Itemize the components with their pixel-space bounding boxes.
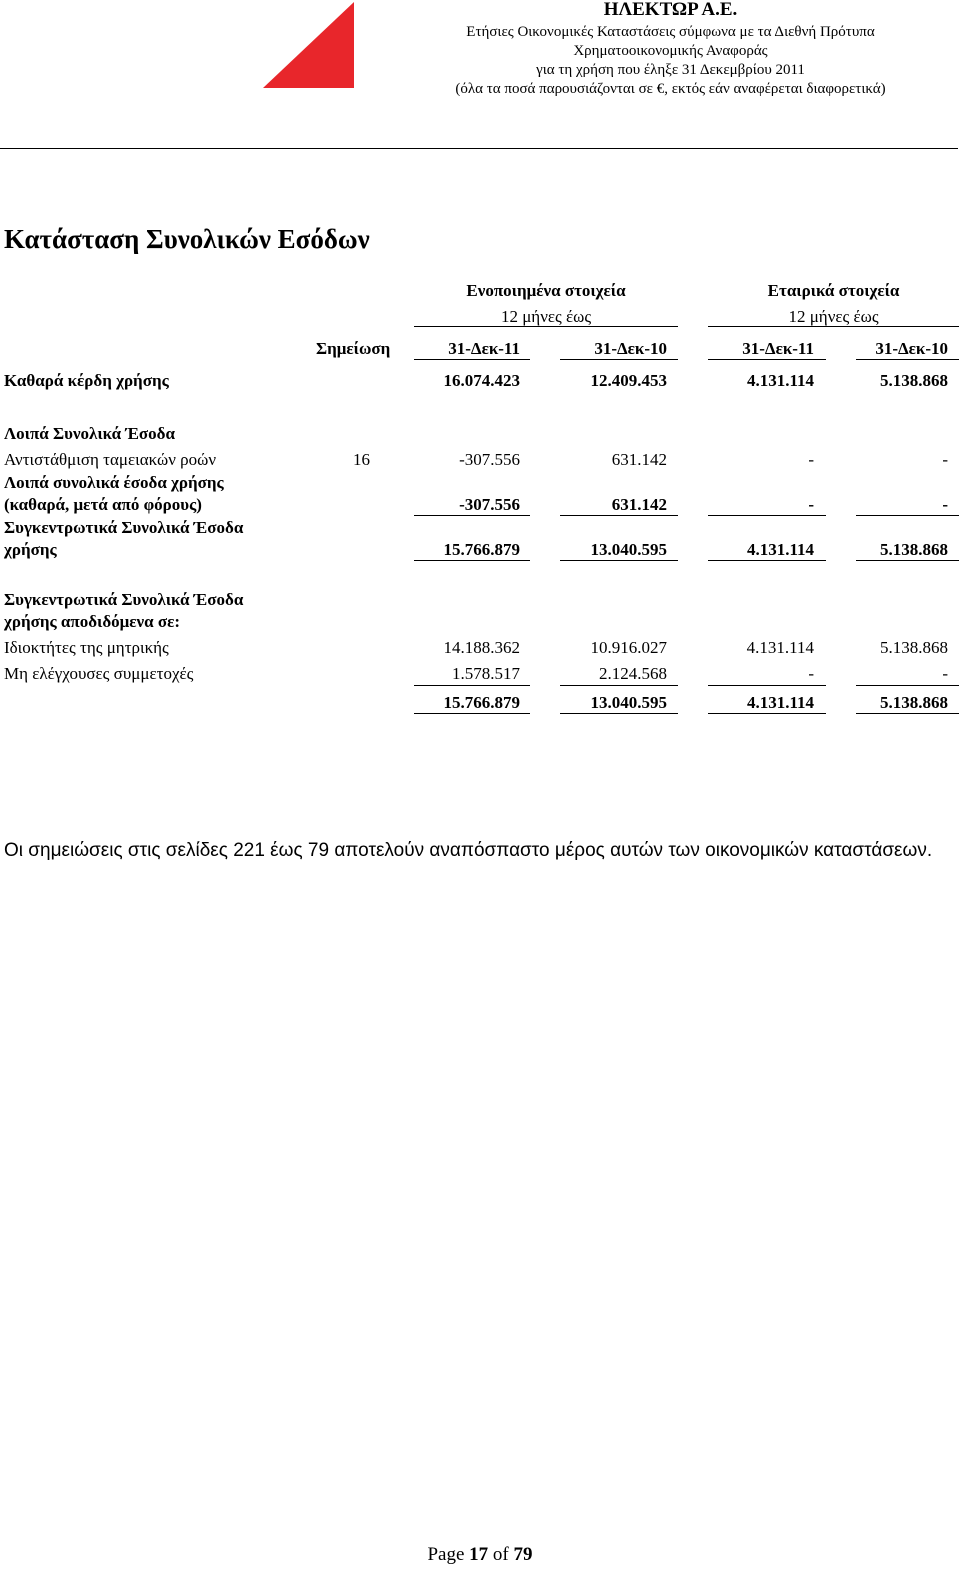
group-company-header: Εταιρικά στοιχεία [767, 281, 900, 300]
subtotal-underline [414, 685, 530, 686]
note-ref: 16 [353, 450, 370, 469]
value-cell: - [808, 495, 814, 514]
total-underline [414, 560, 530, 561]
date-column-header: 31-Δεκ-11 [742, 339, 814, 358]
value-cell: 5.138.868 [880, 638, 948, 657]
header-line-1: Ετήσιες Οικονομικές Καταστάσεις σύμφωνα με τα Διεθνή Πρότυπα [466, 24, 875, 40]
value-cell: - [942, 495, 948, 514]
value-cell: 16.074.423 [443, 371, 520, 390]
group-consolidated-subheader: 12 μήνες έως [500, 307, 592, 326]
row-label-total: Συγκεντρωτικά Συνολικά Έσοδα [4, 518, 244, 537]
subtotal-underline [560, 685, 678, 686]
value-cell: 4.131.114 [746, 540, 814, 559]
subtotal-underline [708, 515, 826, 516]
value-cell: 15.766.879 [443, 540, 520, 559]
company-name: ΗΛΕΚΤΩΡ Α.Ε. [603, 0, 738, 20]
value-cell: 4.131.114 [746, 638, 814, 657]
row-label-total-2: χρήσης [4, 540, 57, 559]
value-cell: 4.131.114 [746, 693, 814, 712]
note-column-header: Σημείωση [316, 339, 391, 358]
value-cell: 10.916.027 [590, 638, 667, 657]
total-underline [560, 560, 678, 561]
page-title: Κατάσταση Συνολικών Εσόδων [4, 224, 370, 254]
row-label-net-profit: Καθαρά κέρδη χρήσης [4, 371, 169, 390]
value-cell: 5.138.868 [880, 371, 948, 390]
row-label-owners: Ιδιοκτήτες της μητρικής [4, 638, 169, 657]
row-label-other-net: Λοιπά συνολικά έσοδα χρήσης [4, 473, 224, 492]
date-column-header: 31-Δεκ-11 [448, 339, 520, 358]
value-cell: 631.142 [611, 495, 667, 514]
value-cell: 5.138.868 [880, 540, 948, 559]
value-cell: 5.138.868 [880, 693, 948, 712]
page-current: 17 [469, 1544, 489, 1565]
value-cell: 4.131.114 [746, 371, 814, 390]
row-label-hedge: Αντιστάθμιση ταμειακών ροών [4, 450, 217, 469]
date-column-header: 31-Δεκ-10 [594, 339, 667, 358]
grand-total-underline [856, 713, 959, 714]
page-total: 79 [513, 1544, 533, 1565]
total-underline [856, 560, 959, 561]
company-logo [263, 2, 354, 88]
date-underline [708, 359, 826, 360]
value-cell: - [942, 664, 948, 683]
value-cell: -307.556 [459, 450, 520, 469]
value-cell: 13.040.595 [590, 693, 667, 712]
section-heading-attribution: Συγκεντρωτικά Συνολικά Έσοδα [4, 590, 244, 609]
value-cell: 15.766.879 [443, 693, 520, 712]
value-cell: 631.142 [611, 450, 667, 469]
group-consolidated-underline [414, 326, 678, 327]
footnote: Οι σημειώσεις στις σελίδες 221 έως 79 αποτελούν αναπόσπαστο μέρος αυτών των οικονομικών καταστάσεων. [4, 840, 933, 861]
subtotal-underline [708, 685, 826, 686]
grand-total-underline [414, 713, 530, 714]
header-divider [0, 148, 958, 149]
grand-total-underline [560, 713, 678, 714]
value-cell: 12.409.453 [590, 371, 667, 390]
subtotal-underline [414, 515, 530, 516]
total-underline [708, 560, 826, 561]
group-consolidated-header: Ενοποιημένα στοιχεία [466, 281, 626, 300]
header-line-4: (όλα τα ποσά παρουσιάζονται σε €, εκτός εάν αναφέρεται διαφορετικά) [455, 81, 886, 97]
section-heading-attribution-2: χρήσης αποδιδόμενα σε: [4, 612, 181, 631]
subtotal-underline [856, 685, 959, 686]
subtotal-underline [856, 515, 959, 516]
value-cell: 2.124.568 [599, 664, 667, 683]
row-label-minority: Μη ελέγχουσες συμμετοχές [4, 664, 194, 683]
page-of: of [492, 1544, 509, 1565]
page-number [0, 1544, 960, 1566]
group-company-subheader: 12 μήνες έως [788, 307, 879, 326]
value-cell: - [808, 450, 814, 469]
value-cell: 1.578.517 [452, 664, 520, 683]
page-prefix: Page [427, 1544, 465, 1565]
value-cell: 14.188.362 [443, 638, 520, 657]
header-line-3: για τη χρήση που έληξε 31 Δεκεμβρίου 2011 [536, 62, 805, 78]
row-label-other-net-2: (καθαρά, μετά από φόρους) [4, 495, 202, 514]
header-line-2: Χρηματοοικονομικής Αναφοράς [573, 43, 768, 59]
value-cell: -307.556 [459, 495, 520, 514]
section-heading-other-income: Λοιπά Συνολικά Έσοδα [4, 424, 175, 443]
date-underline [560, 359, 678, 360]
value-cell: - [808, 664, 814, 683]
date-underline [856, 359, 959, 360]
date-underline [414, 359, 530, 360]
date-column-header: 31-Δεκ-10 [875, 339, 948, 358]
value-cell: 13.040.595 [590, 540, 667, 559]
value-cell: - [942, 450, 948, 469]
grand-total-underline [708, 713, 826, 714]
group-company-underline [708, 326, 959, 327]
subtotal-underline [560, 515, 678, 516]
